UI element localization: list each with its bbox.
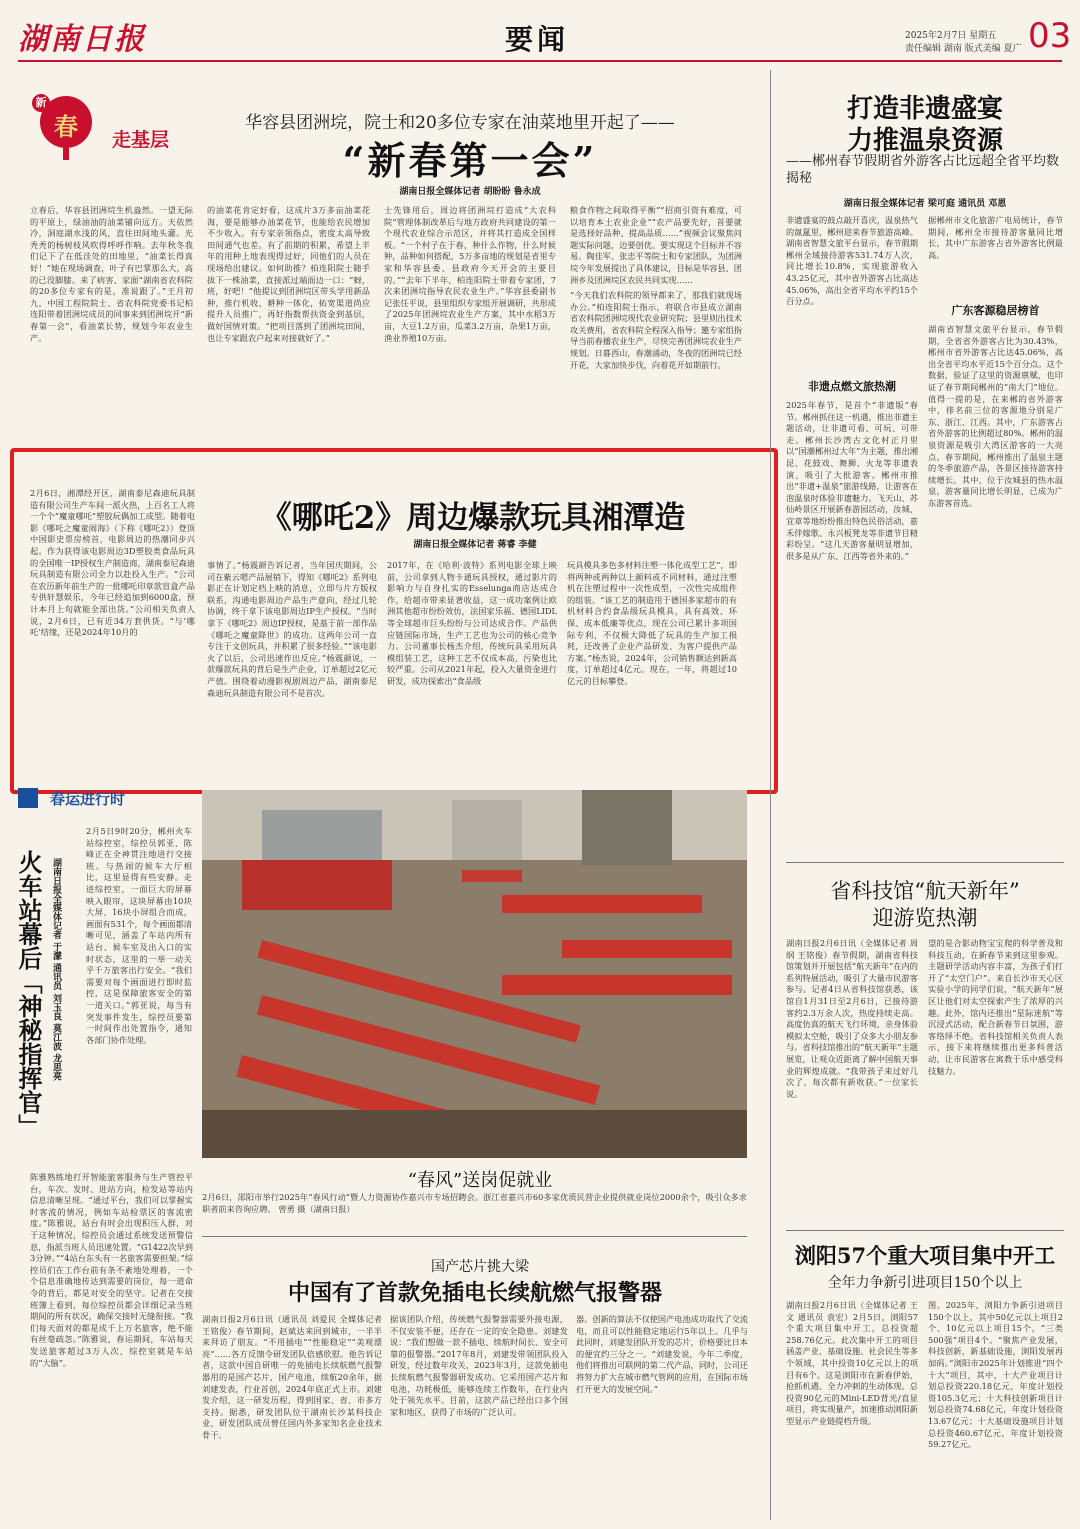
liuyang-subtitle: 全年力争新引进项目150个以上 xyxy=(827,1275,1023,1291)
badge-chun: 春 xyxy=(54,112,78,141)
photo-caption-text: 2月6日，邵阳市举行2025年“春风行动”暨人力资源协作嘉兴市专场招聘会。浙江省嘉兴市60多家优质民营企业提供就业岗位2000余个，吸引众多求职者前来咨询应聘。 xyxy=(202,1192,747,1214)
editor-credit: 责任编辑 湖南 版式美编 夏广 xyxy=(905,44,1022,54)
science-col-2: 望的是合影动物宝宝爬的科学普及和科技互动，在新春节来到这里参观。主题研学活动内容丰富，为孩子们打开了“太空门户”。来自长沙市天心区实验小学的同学们说，“航天新年”展区让他们对太空探索产生了浓厚的兴趣。此外，馆内还推出“星际迷航”等沉浸式活动，配合新春节日氛围，游客络绎不绝。省科技馆相关负责人表示，接下来将继续推出更多科普活动，让市民游客在寓教于乐中感受科技魅力。 xyxy=(928,938,1063,1076)
tassel-icon xyxy=(63,148,69,160)
issue-date: 2025年2月7日 xyxy=(905,31,967,41)
toy-byline: 湖南日报全媒体记者 蒋睿 李健 xyxy=(413,540,537,550)
chenzhou-subhead-1: 非遗点燃文旅热潮 xyxy=(808,380,896,393)
lead-kicker: 华容县团洲垸，院士和20多位专家在油菜地里开起了—— xyxy=(245,113,675,133)
liuyang-col-2: 图。2025年，浏阳力争新引进项目150个以上，其中50亿元以上项目2个、10亿元以上项目15个，“三类500强”项目4个。“聚焦产业发展，科技创新，新基础设施，浏阳发展再加码。”浏阳市2025年计划推进“四个十大”项目，其中，十大产业项目计划总投资220.18亿元，年度计划投资105.3亿元；十大科技创新项目计划总投资74.68亿元，年度计划投资13.67亿元；十大基础设施项目计划总投资460.67亿元，年度计划投资59.27亿元。 xyxy=(928,1300,1063,1450)
lead-col-1: 立春后，华容县团洲垸生机盎然。一望无际的平原上，绿油油的油菜铺向远方。天依然冷，洞庭湖水浅的风，直往田间地头灌。光秃秃的杨树枝风吹得呼呼作响。去年秋冬我们记下了在低洼处的田地里，“油菜长得真好！”她在现场调查，叶子有巴掌那么大，高的已没脚膝。来了病害、家面“湖南省农科院的20多位专家有的是，准说跟了。”王月初九，中国工程院院士、省农科院党委书记柏连阳带着团洲垸成员的同事来到团洲垸开“新春第一会”，看油菜长势，规划今年农业生产。 xyxy=(30,205,193,343)
spring-label: 春运进行时 xyxy=(50,790,126,808)
chenzhou-byline: 湖南日报全媒体记者 梁可庭 通讯员 邓恩 xyxy=(843,199,1007,209)
photo-title: “春风”送岗促就业 xyxy=(407,1170,553,1191)
spring-col-a: 2月5日9时20分，郴州火车站综控室，综控员郭亚、陈峰正在全神贯注地进行交接班。与热闹的候车大厅相比，这里显得有些安静。走进综控室，一面巨大的屏幕映入眼帘，这块屏幕由10块大屏、16块小屏组合而成，画面有531个，每个画面都清晰可见，涵盖了车站内所有站台、候车室及出入口的实时状态，这里的一举一动关乎千万旅客出行安全。“我们需要对每个画面进行即时监控，这是保障旅客安全的第一道关口。”郭亚说，每当有突发事件发生，综控员要第一时间作出处置指令，通知各部门协作处理。 xyxy=(86,826,192,1045)
chenzhou-col-1b: 2025年春节，是首个“非遗版”春节。郴州抓住这一机遇，推出非遗主题活动，让非遗可看、可玩、可带走。郴州长沙湾古文化村正月里以“国潮郴州过大年”为主题，推出湘昆、花鼓戏、舞狮、火龙等非遗表演，吸引了大批游客。郴州市推出“非遗+温泉”旅游线路，让游客在泡温泉时体验非遗魅力。飞天山、苏仙岭景区开展新春游园活动，汝城、宜章等地纷纷推出特色民俗活动，嘉禾伴嫁歌、永兴板凳龙等非遗节目精彩纷呈。“这几天游客量明显增加，很多是从广东、江西等省外来的。” xyxy=(786,400,918,561)
liuyang-col-1: 湖南日报2月6日讯（全媒体记者 王文 通讯员 袁宏）2月5日，浏阳57个重大项目集中开工，总投资超258.76亿元。此次集中开工的项目涵盖产业、基础设施、社会民生等多个领域，其中投资10亿元以上的项目有6个。这是浏阳市在新春伊始，抢抓机遇、全力冲刺的生动体现。总投资90亿元的Mini-LED背光/直显项目，将实现量产，加速推动浏阳新型显示产业链提档升级。 xyxy=(786,1300,918,1426)
date-line xyxy=(905,28,1025,54)
lead-col-4: 粮食作物之间取得平衡”“招商引资有难度，可以培育本土农业企业”“农产品要先好，首要就是选择好品种、提高品质……”视频会议聚焦问题实际问题，边要创优。要实现这个目标并不容易。陶佳军、张忠平等院士和专家团队，为团洲垸今年发展提出了具体建议，目标是华容县、团洲乡及团洲垸区农民共同实现…… xyxy=(570,205,742,285)
lead-col-3: 士先锋用后，周边将团洲垸打造成“大农科院”管理体制改革后与地方政府共同建设的第一个现代农业综合示范区，并将其打造成全国样板。“一个村子在于春，种什么作物，什么时候种，品种如何搭配，5万多亩地的规划是省里专家和华容县委、县政府今天开会的主要目的。”“去年下半年，柏连阳院士带着专家团，7次来团洲垸指导农民农业生产。”华容县委副书记张任平说，县里组织专家组开展调研，共形成了2025年团洲垸农业生产方案，其中水稻3万亩，大豆1.2万亩，瓜菜3.2万亩，杂果1万亩，渔业养殖10万亩。 xyxy=(384,205,556,343)
liuyang-title: 浏阳57个重大项目集中开工 xyxy=(794,1243,1056,1268)
lead-col-5: “今天我们农科院的领导都来了，那我们就现场办公。”柏连阳院士指示，将联合市县成立湖南省农科院团洲垸现代农业研究院；县里则出技术攻关费用，省农科院全程深入指导；邀专家组指导当前春播农业生产，尽快完善团洲垸农业生产规划。日暮西山，春潮涌动，冬夜的团洲垸已经开花，大家加快步伐，向着花开如期前行。 xyxy=(570,290,742,370)
lead-byline: 湖南日报全媒体记者 胡盼盼 鲁永成 xyxy=(399,187,541,197)
lead-title: “新春第一会” xyxy=(342,138,598,183)
toy-col-2: 事情了。”杨震颜告诉记者，当年国庆期间，公司在紫云嗯产品展销下，得知《哪吒2》系列电影正在计划定档上映的消息，立即与片方版权联系，沟通电影周边产品生产意向，经过几轮协调，终于拿下该电影周边IP生产授权。“当时拿下《哪吒2》周边IP授权，是基于前一部作品《哪吒之魔童降世》的成功。这两年公司一直专注于文创玩具，并积累了很多经验。”“该电影火了以后，公司迅速作出反应。”杨震颜说，一款爆款玩具的背后是生产企业，订单超过2亿元产值。围绕着动漫影视剧周边产品，湖南泰尼森迪玩具制造有限公司不是首次。 xyxy=(207,560,377,698)
chenzhou-title-1: 打造非遗盛宴 xyxy=(846,94,1003,124)
spring-byline: 湖南日报全媒体记者 于濛 通讯员 刘玉良 莫江波 龙思亮 xyxy=(51,858,61,1081)
chenzhou-col-2b: 湖南省智慧文旅平台显示，春节假期，全省省外游客占比为30.43%，郴州市省外游客占比达45.06%，高出全省平均水平近15个百分点。这个数据，验证了这里的资源禀赋，也印证了春节期间郴州的“南大门”地位。值得一提的是，在来郴的省外游客中，排名前三位的客源地分别是广东、浙江、江西。其中，广东游客占省外游客的比例超过80%。郴州的温泉资源是吸引大湾区游客的一大亮点。春节期间，郴州推出了温泉主题的冬季旅游产品，各景区接待游客持续增长。其中，位于汝城县的热水温泉，游客量同比增长明显，已成为广东游客首选。 xyxy=(928,324,1063,508)
chip-title: 中国有了首款免插电长续航燃气报警器 xyxy=(287,1280,662,1306)
newspaper-logo: 湖南日报 xyxy=(18,22,146,57)
photo-caption xyxy=(202,1192,747,1228)
chenzhou-subhead-2: 广东客源稳居榜首 xyxy=(951,304,1040,317)
toy-col-1: 2月6日，湘潭经开区，湖南泰尼森迪玩具制造有限公司生产车间一派火热，上百名工人将一个个“魔童哪吒”塑胶玩偶加工成型。随着电影《哪吒之魔童闹海》（下称《哪吒2》）登顶中国影史票房榜首，电影周边的热潮同步兴起。作为获得该电影周边3D塑胶类食品玩具的全国唯一IP授权生产制造商，湖南泰尼森迪玩具制造有限公司全力以赴投入生产。“公司在农历新年前生产的一批哪吒印章款盲盒产品专供轩慧娱乐，今年已经追加到6000盒，预计本月上旬就能全部出货。”公司相关负责人说，2月6日，已有近34万套供货。“与‘哪吒’结缘，还是2024年10月的 xyxy=(30,488,195,638)
chenzhou-col-1: 非遗盛宴的鼓点敲开喜庆，温泉热气的氤氲里，郴州迎来春节旅游高峰。湖南省智慧文旅平台显示，春节假期郴州全域接待游客531.74万人次，同比增长10.8%，实现旅游收入43.25亿元，其中省外游客占比高达45.06%，高出全省平均水平约15个百分点。 xyxy=(786,215,918,307)
new-spring-badge xyxy=(32,88,98,160)
job-fair-photo xyxy=(202,790,747,1158)
chip-col-1: 湖南日报2月6日讯（通讯员 刘爱民 全媒体记者 王铭俊）春节期间，赵斌达来回到城市，一半半来拜访了朋友。“不用插电”“性能稳定”“美观漂亮”……各方反馈令研发团队倍感欣慰。他告诉记者，这款中国自研唯一的免插电长续航燃气报警器用的是国产芯片，国产电池，续航20余年，据刘建发表，行业首创，2024年底正式上市。刘建发介绍，这一研发历程，得到国家、省、市多方支持。据悉，研发团队位于湖南长沙某科技企业，研发团队成员曾任国内外多家知名企业技术骨干。 xyxy=(202,1314,382,1440)
toy-title: 《哪吒2》周边爆款玩具湘潭造 xyxy=(260,500,686,536)
science-top-rule xyxy=(786,862,1064,863)
issue-weekday: 星期五 xyxy=(969,31,997,41)
science-title-1: 省科技馆“航天新年” xyxy=(830,879,1020,903)
toy-col-4: 玩具模具多色多材料注塑一体化成型工艺”，即将两种或两种以上颜料或不同材料，通过注塑机在注塑过程中一次性成型，一次性完成组件的组装。“该工艺的制造用于德国多家超市的有机材料合约食品级玩具模具，具有高效、环保、成本低廉等优点，现在公司已累计多项国际专利，不仅极大降低了玩具的生产加工损耗，还改善了企业产品研发、为客户提供产品方案。”杨杰说，2024年，公司销售额达到新高度，订单超过4亿元。现在，一年，将超过10亿元的目标攀登。 xyxy=(567,560,737,686)
spring-title: 火车站幕后「神秘指挥官」 xyxy=(14,850,43,1138)
chenzhou-col-2: 据郴州市文化旅游广电局统计，春节期间，郴州全市接待游客量同比增长，其中广东游客占省外游客比例最高。 xyxy=(928,215,1063,260)
lead-col-2: 的油菜花肯定好看，这成片3万多亩油菜花海，要是能够办油菜花节，也能给农民增加不少收入。有专家亲领指点，密度太高导致田间通气也差。有了前期的积累，希望上半年的用种上地表现得过好，同他们的人员在现场给出建议。如何助推？柏连阳院士随手拔下一株油菜，直接派过端面边一口：“蚜，班，好吧！”他提议到团洲垸区带头学用新品种，推行机收、耕种一体化，拓宽渠道尚应提升人员推广，再好指数帮扶资金到基层，做好国情对策。“把项目落到了团洲垸田间，也让专家跟农户起来对接就好了。” xyxy=(207,205,370,343)
badge-label: 走基层 xyxy=(112,129,170,151)
masthead-rule xyxy=(18,60,1062,62)
section-title: 要闻 xyxy=(505,23,570,56)
spring-label-icon xyxy=(18,788,38,808)
chip-kicker: 国产芯片挑大梁 xyxy=(431,1259,529,1275)
toy-col-3: 2017年，在《哈利·波特》系列电影全球上映前，公司拿到人物卡通玩具授权，通过影片的影响力与自身扎实的Esselunga商店达成合作，给超市带来显著收益，这一成功案例让欧洲其他超市纷纷效仿，法国家乐福、德国LIDL等全球超市巨头纷纷与公司达成合作。产品供应链国际市场，生产工艺也为公司的核心竞争力。公司董事长杨杰介绍，传统玩具采用玩具模组装工艺，这种工艺不仅成本高，污染也比较严重。公司从2021年起，投入大量资金进行研发，成功探索出“食品级 xyxy=(387,560,557,686)
chenzhou-title-2: 力推温泉资源 xyxy=(846,126,1003,156)
spring-col-b: 陈雅熟练地打开智能旅客服务与生产管控平台，车次、发时、进站方向，检发站等站内信息清晰呈现。“通过平台，我们可以掌握实时客流的情况，例如车站检票区的客流密度。”陈雅说，站台有时会出现积压人群，对于这种情况，综控员会通过系统发送预警信息，指派当班人员迅速处置。“G1422次早到3分钟。”“4站台东头有一名旅客需要担架。”综控员们在工作台前有条不紊地处理着，一个个信息准确地传达到需要的岗位，每一道命令的背后，都是对安全的坚守。记者在交接班簿上看到，每位综控员都会详细记录当班期间的所有状况，确保交接时无缝衔接。“我们每天面对的都是成千上万名旅客，绝不能有丝毫疏忽。”陈雅说，春运期间，车站每天发送旅客超过3万人次，综控室就是车站的“大脑”。 xyxy=(30,1172,193,1368)
liuyang-top-rule xyxy=(786,1230,1064,1231)
chenzhou-subtitle: ——郴州春节假期省外游客占比远超全省平均数揭秘 xyxy=(786,154,1060,186)
science-col-1: 湖南日报2月6日讯（全媒体记者 周纲 王铭俊）春节假期，湖南省科技馆策划并开展包括“航天新年”在内的系列特展活动，吸引了大量市民游客参与。记者4日从省科技馆获悉，该馆自1月31日至2月6日，已接待游客约2.3万余人次，热度持续走高。高度仿真的航天飞行环境，亲身体验模拟太空舱，吸引了众多大小朋友参与。省科技馆推出的“航天新年”主题展览，让观众近距离了解中国航天事业的辉煌成就。“我带孩子来过好几次了，每次都有新收获。”一位家长说。 xyxy=(786,938,918,1099)
science-title-2: 迎游览热潮 xyxy=(872,906,978,930)
chip-col-2: 据该团队介绍，传统燃气报警器需要外接电源，不仅安装不便，还存在一定的安全隐患。刘建发说：“我们想做一款不插电、续航时间长、安全可靠的报警器。”2017年8月，刘建发带领团队投入研发，经过数年攻关，2023年3月，这款免插电长续航燃气报警器研发成功。它采用国产芯片和电池，功耗极低，能够连续工作数年，在行业内处于领先水平。目前，这款产品已经出口多个国家和地区，获得了市场的广泛认可。 xyxy=(390,1314,568,1417)
column-divider xyxy=(770,70,771,1520)
lantern-icon xyxy=(40,96,92,148)
chip-top-rule xyxy=(202,1236,747,1237)
page-number: 03 xyxy=(1028,16,1072,56)
badge-xin: 新 xyxy=(32,94,50,112)
photo-credit: 曾勇 摄（湖南日报） xyxy=(278,1203,355,1214)
chip-col-3: 器。创新的算法不仅使国产电池成功取代了交流电，而且可以性能稳定地运行5年以上。几乎与此同时，刘建发团队开发的芯片，价格要比日本的便宜约三分之一。“刘建发说，今年二季度，他们将推出可联网的第二代产品，同时，公司还将努力扩大在城市燃气管网的应用，在国际市场打开更大的发展空间。” xyxy=(576,1314,748,1394)
